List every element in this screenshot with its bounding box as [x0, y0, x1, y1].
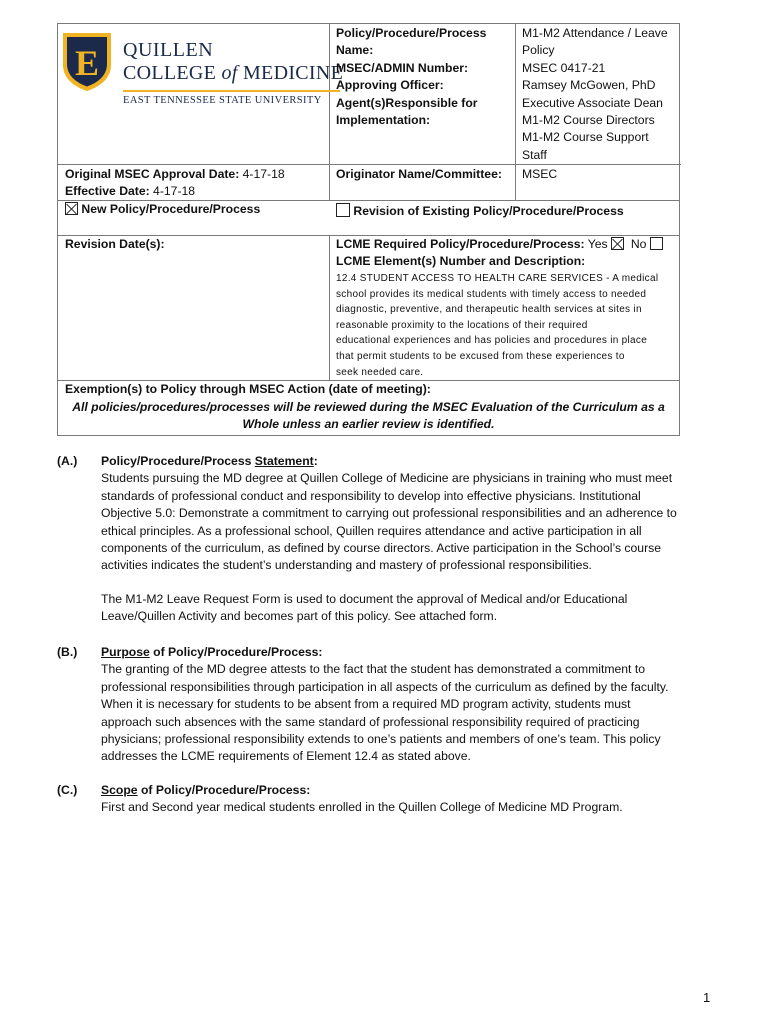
agent-line: M1-M2 Course Support: [522, 130, 649, 145]
revision-option: [336, 203, 676, 220]
logo-rule: [123, 90, 340, 92]
label-approving-officer: Approving Officer:: [336, 78, 444, 92]
quillen-logo: [58, 29, 344, 129]
section-b-heading: Purpose of Policy/Procedure/Process:: [101, 645, 323, 659]
shield-letter: E: [74, 43, 100, 83]
agent-line: Executive Associate Dean: [522, 96, 663, 110]
agent-line: M1-M2 Course Directors: [522, 113, 655, 128]
divider: [515, 24, 516, 200]
section-a-label: (A.): [57, 454, 78, 468]
section-c-label: (C.): [57, 783, 78, 797]
lcme-no-checkbox[interactable]: [650, 237, 663, 250]
paragraph: The M1-M2 Leave Request Form is used to document the approval of Medical and/or Educational Leave/Quillen Activity and becomes part of this policy. See attached form.: [101, 591, 628, 624]
section-b-label: (B.): [57, 645, 78, 659]
logo-text-college: COLLEGE of MEDICINE: [123, 62, 344, 84]
label-msec-number: MSEC/ADMIN Number:: [336, 61, 469, 75]
page-number: 1: [703, 990, 711, 1005]
logo-text-quillen: QUILLEN: [123, 39, 214, 61]
value-msec-number: MSEC 0417-21: [522, 61, 606, 75]
divider: [329, 235, 330, 380]
section-a-content: [101, 453, 713, 626]
revision-label: Revision of Existing Policy/Procedure/Process: [353, 204, 624, 218]
new-policy-checkbox[interactable]: [65, 202, 78, 215]
value-agents: [522, 95, 672, 164]
lcme-yes-checkbox[interactable]: [611, 237, 624, 250]
new-policy-label: New Policy/Procedure/Process: [81, 202, 261, 216]
review-notice: All policies/procedures/processes will be reviewed during the MSEC Evaluation of the Curriculum as a Whole unless an earlier review is identified.: [72, 400, 665, 432]
value-originator: MSEC: [522, 167, 558, 181]
label-lcme-elements: LCME Element(s) Number and Description:: [336, 254, 586, 268]
original-approval-date: Original MSEC Approval Date: 4-17-18: [65, 167, 285, 181]
label-exemptions: Exemption(s) to Policy through MSEC Action (date of meeting):: [65, 382, 431, 396]
paragraph: Students pursuing the MD degree at Quillen College of Medicine are physicians in training who must meet standards of professional conduct and responsibility to develop into effective physicians. Institutional Objective 5.0: Demonstrate a commitment to carrying out professional responsibilities and an adherence to ethical principles. As a professional school, Quillen requires attendance and active participation in all components of the curriculum, as defined by course directors. Active participation in the School’s course activities indicates the student’s understanding and mastery of professional responsibilities.: [101, 471, 677, 573]
paragraph: First and Second year medical students enrolled in the Quillen College of Medicine MD Program.: [101, 800, 623, 815]
lcme-description: 12.4 STUDENT ACCESS TO HEALTH CARE SERVICES - A medical school provides its medical students with timely access to needed diagnostic, preventive, and therapeutic health services at sites in reasonable proximity to the locations of their required educational experiences and has policies and procedures in place that permit students to be excused from these experiences to seek needed care.: [336, 273, 659, 378]
divider: [58, 164, 329, 165]
label-agents: Agent(s)Responsible for Implementation:: [336, 96, 478, 128]
policy-header-table: [57, 23, 680, 436]
value-policy-name: M1-M2 Attendance / Leave Policy: [522, 26, 668, 58]
revision-checkbox[interactable]: [336, 203, 350, 217]
logo-text-etsu: EAST TENNESSEE STATE UNIVERSITY: [123, 95, 322, 106]
effective-date: Effective Date: 4-17-18: [65, 184, 196, 198]
section-c-heading: Scope of Policy/Procedure/Process:: [101, 783, 311, 797]
label-originator: Originator Name/Committee:: [336, 167, 502, 181]
section-c-content: [101, 782, 713, 817]
agent-line: Staff: [522, 147, 547, 162]
value-approving-officer: Ramsey McGowen, PhD: [522, 78, 656, 92]
divider: [329, 164, 681, 165]
lcme-required: LCME Required Policy/Procedure/Process: Yes No: [336, 236, 676, 253]
label-revision-dates: Revision Date(s):: [65, 237, 165, 251]
etsu-shield-icon: [61, 31, 113, 93]
section-a-heading: Policy/Procedure/Process Statement:: [101, 454, 318, 468]
section-b-content: [101, 644, 713, 766]
new-policy-option: [65, 201, 327, 218]
paragraph: The granting of the MD degree attests to the fact that the student has demonstrated a commitment to professional responsibilities through participation in all aspects of the curriculum as defined by the faculty. When it is necessary for students to be absent from a required MD program activity, students must approach such absences with the same standard of professional responsibility required of practicing physicians; professional responsibility extends to one’s patients and members of one’s team. This policy addresses the LCME requirements of Element 12.4 as stated above.: [101, 662, 669, 764]
label-policy-name: Policy/Procedure/Process Name:: [336, 26, 487, 58]
